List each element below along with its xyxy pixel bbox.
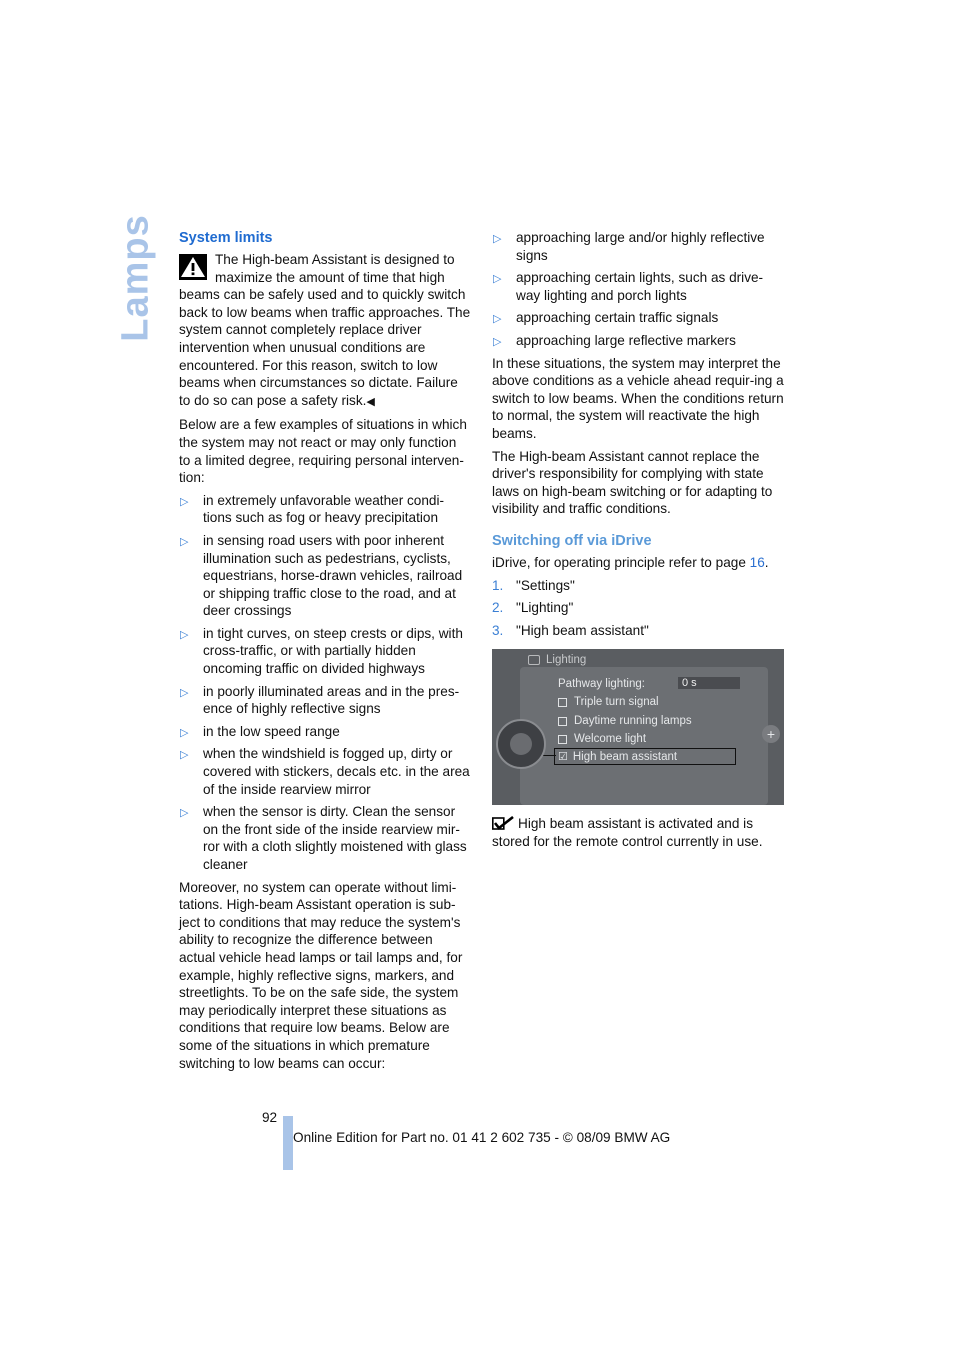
limits-list — [179, 492, 471, 874]
controller-knob[interactable] — [496, 719, 546, 769]
page-number: 92 — [262, 1110, 278, 1125]
step-item: 2. "Lighting" — [492, 600, 574, 616]
bullet-arrow-icon: ▷ — [180, 686, 189, 699]
system-limits-heading: System limits — [179, 230, 273, 246]
option-daytime-running-lamps[interactable]: Daytime running lamps — [558, 713, 692, 731]
switching-off-heading: Switching off via iDrive — [492, 532, 652, 549]
warning-text: The High-beam Assistant is designed to maximize the amount of time that high beams can be safely used and to quickly switch back to low beams when traffic approaches. The system cannot completely replace driver intervention when unusual conditions are encountered. For this reason, switch to low beams when circumstances so dictate. Failure to do so can pose a safety risk. — [179, 252, 471, 408]
bullet-arrow-icon: ▷ — [180, 726, 189, 739]
step-item: 1. "Settings" — [492, 577, 575, 593]
list-item: ▷ in sensing road users with poor inherent illumination such as pedestrians, cyclists, equestrians, horse-drawn vehicles, railroad or shipping traffic close to the road, and at deer crossings — [180, 532, 463, 619]
list-item: ▷ when the windshield is fogged up, dirty or covered with stickers, decals etc. in the area of the inside rearview mirror — [180, 746, 470, 797]
bullet-arrow-icon: ▷ — [180, 495, 189, 508]
responsibility-paragraph: The High-beam Assistant cannot replace the driver's responsibility for complying with state laws on high-beam switching or for adapting to visibility and traffic conditions. — [492, 448, 773, 517]
bullet-arrow-icon: ▷ — [180, 749, 189, 762]
bullet-arrow-icon: ▷ — [493, 273, 502, 286]
bullet-arrow-icon: ▷ — [180, 535, 189, 548]
steps-list — [492, 577, 784, 640]
screen-header: Lighting — [546, 654, 587, 667]
premature-list — [492, 229, 784, 350]
bullet-arrow-icon: ▷ — [180, 807, 189, 820]
lighting-icon — [528, 655, 540, 665]
page-link[interactable]: 16 — [749, 554, 765, 570]
list-item: ▷ in the low speed range — [179, 723, 471, 741]
option-welcome-light[interactable]: Welcome light — [558, 731, 646, 749]
selection-frame — [554, 748, 736, 765]
end-mark: ◀ — [366, 395, 375, 408]
checkbox-icon — [558, 735, 567, 744]
left-column — [179, 229, 471, 1077]
option-triple-turn-signal[interactable]: Triple turn signal — [558, 694, 659, 712]
footer-edition: Online Edition for Part no. 01 41 2 602 735 - © 08/09 BMW AG — [293, 1130, 671, 1145]
list-item: ▷ in tight curves, on steep crests or dips, with cross-traffic, or with partially hidden oncoming traffic on divided highways — [180, 625, 463, 677]
idrive-screen — [492, 649, 784, 805]
warning-block — [179, 251, 471, 411]
list-item: ▷ in extremely unfavorable weather condi-tions such as fog or heavy precipitation — [180, 492, 445, 526]
activated-note: High beam assistant is activated and is stored for the remote control currently in use. — [492, 816, 763, 849]
intro-paragraph: Below are a few examples of situations in which the system may not react or may only function to a limited degree, requiring personal interven-tion: — [179, 417, 467, 486]
warning-triangle-icon — [179, 254, 207, 280]
list-item: ▷ approaching certain lights, such as drive-way lighting and porch lights — [493, 270, 764, 303]
pathway-lighting-label: Pathway lighting: — [558, 678, 645, 691]
list-item: ▷ when the sensor is dirty. Clean the sensor on the front side of the inside rearview mir-ror with a cloth slightly moistened with glass cleaner — [180, 804, 467, 872]
right-column — [492, 229, 784, 855]
list-item: ▷ approaching large and/or highly reflective signs — [493, 230, 765, 263]
footer-accent-bar — [283, 1116, 293, 1170]
list-item: ▷ approaching certain traffic signals — [492, 309, 784, 327]
checkmark-icon — [492, 816, 514, 830]
option-high-beam-assistant[interactable]: ☑ High beam assistant — [558, 749, 677, 767]
interpret-paragraph: In these situations, the system may interpret the above conditions as a vehicle ahead requir-ing a switch to low beams. When the conditions return to normal, the system will reactivate the high beams. — [492, 355, 784, 441]
plus-icon: + — [762, 725, 780, 743]
outro-paragraph: Moreover, no system can operate without limi-tations. High-beam Assistant operation is sub-ject to conditions that may reduce the system's ability to recognize the difference between actual vehicle head lamps or tail lamps and, for example, highly reflective signs, markers, and streetlights. To be on the safe side, the system may periodically interpret these situations as conditions that require low beams. Below are some of the situations in which premature switching to low beams can occur: — [179, 879, 463, 1071]
checkbox-icon — [558, 717, 567, 726]
checked-box-icon: ☑ — [558, 751, 568, 764]
bullet-arrow-icon: ▷ — [493, 313, 502, 326]
list-item: ▷ approaching large reflective markers — [492, 332, 784, 350]
list-item: ▷ in poorly illuminated areas and in the pres-ence of highly reflective signs — [180, 683, 460, 717]
pathway-lighting-value[interactable]: 0 s — [678, 677, 740, 689]
bullet-arrow-icon: ▷ — [493, 335, 502, 348]
idrive-reference: iDrive, for operating principle refer to page 16. — [492, 554, 769, 570]
checkbox-icon — [558, 698, 567, 707]
step-item: 3. "High beam assistant" — [492, 622, 649, 638]
side-section-title: Lamps — [114, 214, 157, 342]
bullet-arrow-icon: ▷ — [493, 233, 502, 245]
bullet-arrow-icon: ▷ — [180, 628, 189, 641]
